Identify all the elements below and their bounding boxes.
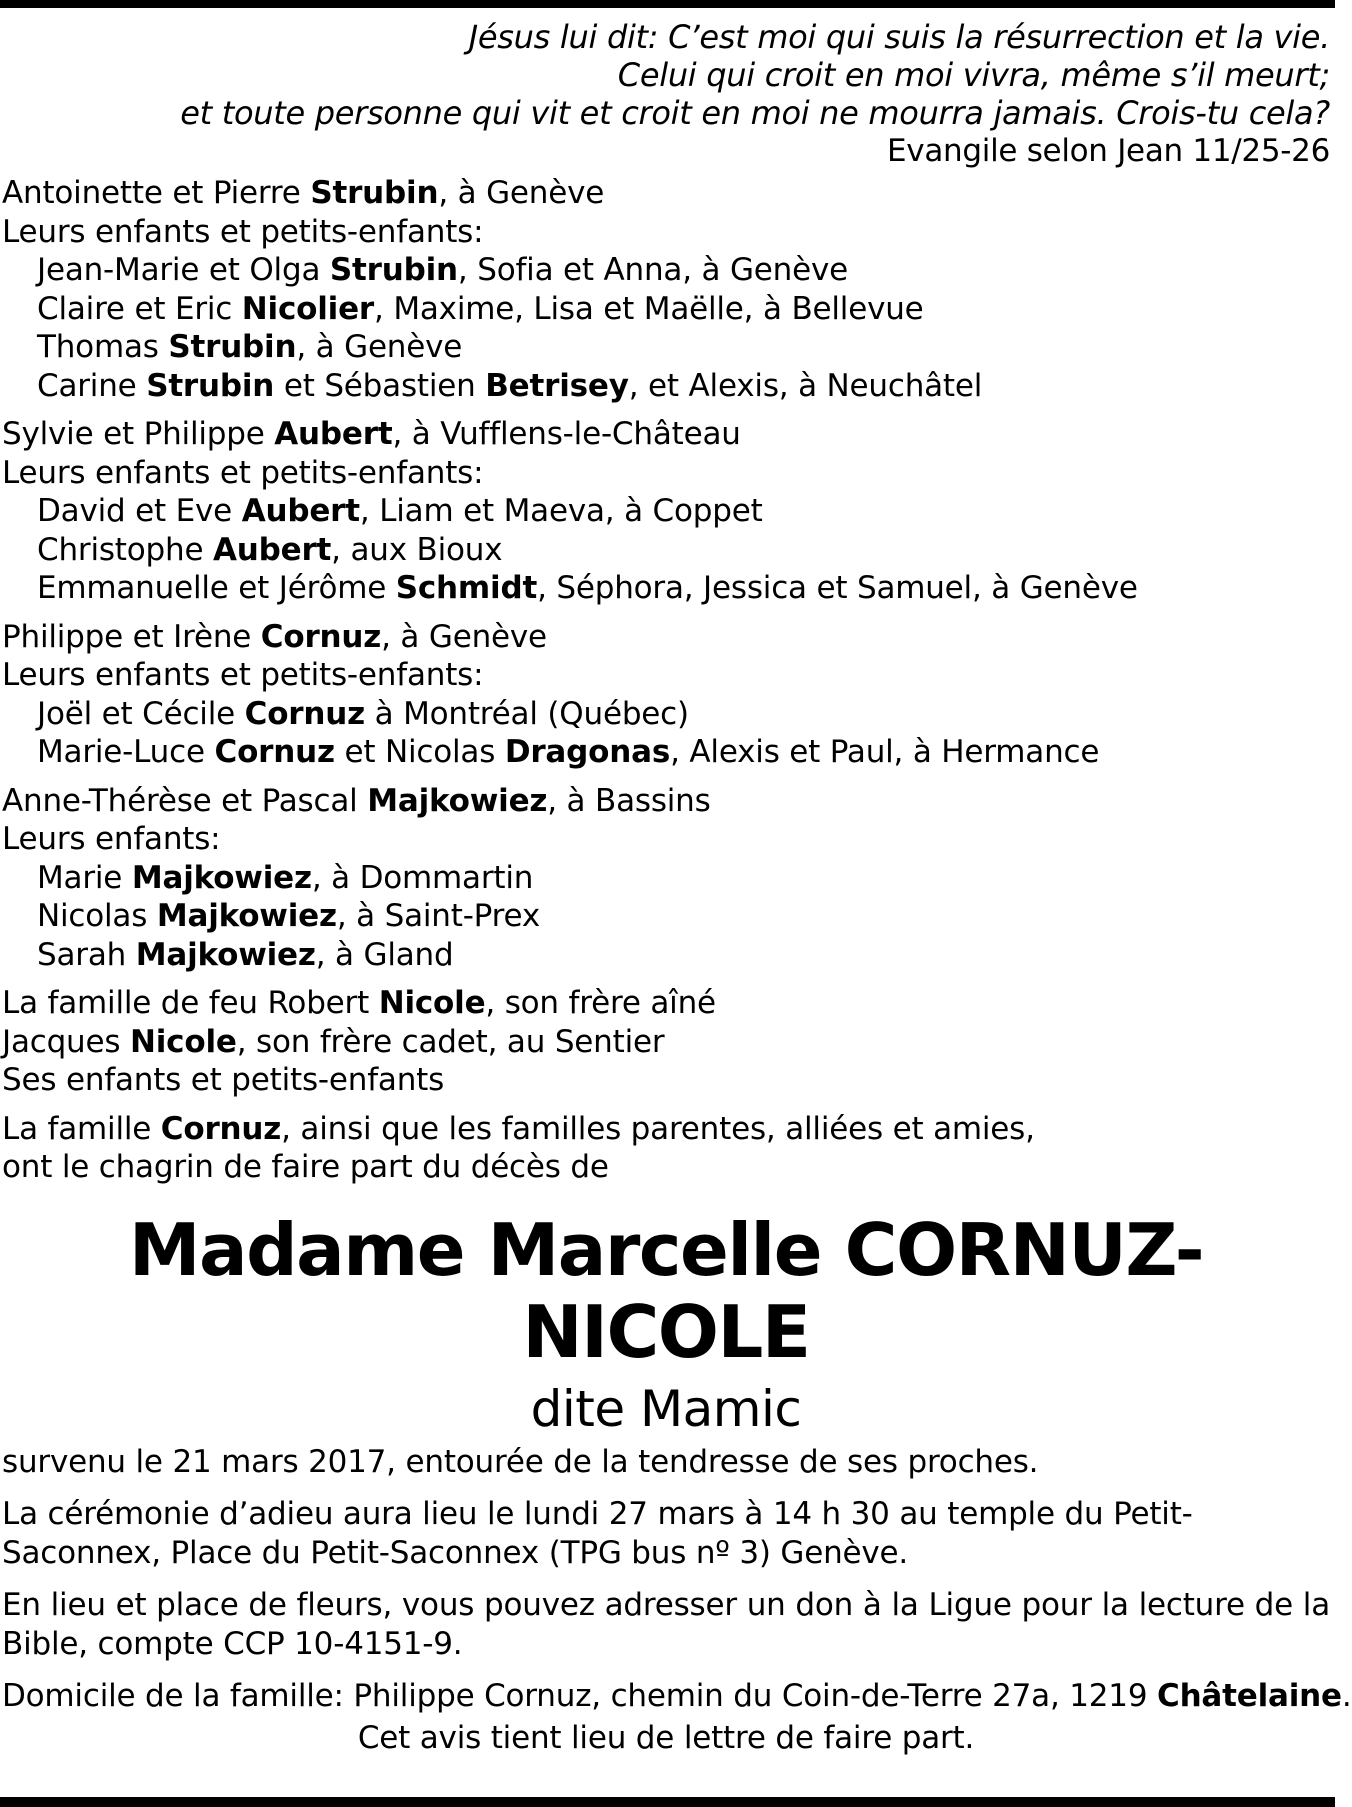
line-text: Joël et Cécile	[37, 695, 245, 732]
family-member-line	[2, 936, 1330, 975]
line-text: Antoinette et Pierre	[2, 175, 311, 211]
surname: Nicole	[378, 985, 486, 1021]
domicile-town: Châtelaine	[1157, 1678, 1342, 1714]
surname: Majkowiez	[135, 936, 316, 973]
family-group	[2, 174, 1330, 405]
family-group	[2, 415, 1330, 608]
surname: Dragonas	[504, 734, 671, 770]
surname: Aubert	[241, 493, 360, 529]
family-list	[2, 174, 1330, 1187]
deceased-name: Madame Marcelle CORNUZ-NICOLE	[128, 1207, 1204, 1374]
line-text: , Séphora, Jessica et Samuel, à Genève	[537, 570, 1138, 606]
obituary-notice	[2, 18, 1352, 1758]
family-line	[2, 454, 1330, 493]
family-group	[2, 1110, 1330, 1187]
line-text: , et Alexis, à Neuchâtel	[628, 367, 983, 404]
line-text: , ainsi que les familles parentes, alliées et amies,	[281, 1110, 1035, 1147]
surname: Majkowiez	[367, 782, 548, 819]
line-text: Anne-Thérèse et Pascal	[2, 782, 368, 819]
bible-quote	[2, 18, 1330, 132]
family-line	[2, 415, 1330, 454]
quote-line: Celui qui croit en moi vivra, même s’il meurt;	[617, 56, 1330, 94]
surname: Aubert	[274, 416, 393, 452]
line-text: , Alexis et Paul, à Hermance	[670, 734, 1100, 770]
family-line	[2, 1110, 1330, 1149]
line-text: Emmanuelle et Jérôme	[37, 570, 396, 606]
line-text: Leurs enfants et petits-enfants:	[2, 213, 484, 250]
surname: Cornuz	[160, 1110, 282, 1147]
line-text: , à Genève	[381, 618, 547, 655]
surname: Nicole	[130, 1023, 237, 1060]
family-member-line	[2, 492, 1330, 531]
family-member-line	[2, 897, 1330, 936]
domicile-end: .	[1341, 1678, 1352, 1714]
line-text: , à Gland	[315, 936, 454, 973]
surname: Cornuz	[260, 618, 382, 655]
line-text: , son frère cadet, au Sentier	[236, 1023, 665, 1060]
family-line	[2, 820, 1330, 859]
family-line	[2, 1061, 1330, 1100]
line-text: , à Vufflens-le-Château	[392, 416, 741, 452]
family-line	[2, 1023, 1330, 1062]
family-member-line	[2, 367, 1330, 406]
line-text: , à Saint-Prex	[336, 898, 540, 934]
line-text: , à Genève	[438, 175, 605, 211]
family-line	[2, 618, 1330, 657]
line-text: , à Bassins	[547, 782, 711, 819]
line-text: et Sébastien	[274, 367, 486, 404]
surname: Cornuz	[214, 734, 335, 770]
line-text: Jacques	[2, 1023, 130, 1060]
family-member-line	[2, 251, 1330, 290]
quote-line: et toute personne qui vit et croit en moi ne mourra jamais. Crois-tu cela?	[180, 94, 1330, 132]
family-group	[2, 618, 1330, 772]
line-text: Christophe	[37, 531, 213, 568]
line-text: , à Genève	[296, 329, 463, 365]
line-text: , aux Bioux	[331, 531, 503, 568]
line-text: Marie-Luce	[37, 734, 215, 770]
line-text: Philippe et Irène	[2, 618, 261, 655]
line-text: Carine	[37, 367, 147, 404]
family-member-line	[2, 290, 1330, 329]
surname: Betrisey	[485, 367, 629, 404]
line-text: Sarah	[37, 936, 136, 973]
line-text: Nicolas	[37, 898, 157, 934]
line-text: , Liam et Maeva, à Coppet	[359, 493, 763, 529]
family-group	[2, 782, 1330, 975]
family-line	[2, 1148, 1330, 1187]
surname: Aubert	[212, 531, 332, 568]
surname: Majkowiez	[131, 859, 312, 896]
line-text: Jean-Marie et Olga	[37, 252, 330, 288]
surname: Strubin	[168, 329, 297, 365]
deceased-nickname: dite Mamic	[530, 1379, 802, 1438]
donation-info: En lieu et place de fleurs, vous pouvez adresser un don à la Ligue pour la lecture de la Bible, compte CCP 10-4151-9.	[2, 1587, 1330, 1662]
bottom-rule	[0, 1797, 1335, 1807]
family-member-line	[2, 859, 1330, 898]
line-text: à Montréal (Québec)	[364, 695, 689, 732]
line-text: Leurs enfants et petits-enfants:	[2, 657, 484, 693]
surname: Schmidt	[395, 570, 538, 606]
surname: Strubin	[310, 175, 439, 211]
surname: Strubin	[146, 367, 275, 404]
family-member-line	[2, 695, 1330, 734]
family-line	[2, 984, 1330, 1023]
ceremony-info: La cérémonie d’adieu aura lieu le lundi 27 mars à 14 h 30 au temple du Petit-Saconnex, Place du Petit-Saconnex (TPG bus nº 3) Genève.	[2, 1496, 1193, 1571]
line-text: Thomas	[37, 329, 169, 365]
surname: Nicolier	[241, 290, 375, 327]
line-text: Sylvie et Philippe	[2, 416, 275, 452]
family-domicile	[2, 1677, 1352, 1716]
line-text: David et Eve	[37, 493, 242, 529]
line-text: , Sofia et Anna, à Genève	[457, 252, 849, 288]
family-line	[2, 656, 1330, 695]
family-member-line	[2, 328, 1330, 367]
family-line	[2, 213, 1330, 252]
line-text: Marie	[37, 859, 132, 896]
family-line	[2, 174, 1330, 213]
surname: Strubin	[329, 252, 458, 288]
line-text: La famille	[2, 1110, 161, 1147]
family-line	[2, 782, 1330, 821]
line-text: ont le chagrin de faire part du décès de	[2, 1149, 609, 1185]
line-text: Leurs enfants:	[2, 821, 221, 857]
surname: Majkowiez	[156, 898, 337, 934]
family-member-line	[2, 531, 1330, 570]
line-text: Claire et Eric	[37, 290, 242, 327]
line-text: et Nicolas	[334, 734, 505, 770]
line-text: , Maxime, Lisa et Maëlle, à Bellevue	[374, 290, 924, 327]
family-group	[2, 984, 1330, 1100]
line-text: , son frère aîné	[485, 985, 716, 1021]
top-rule	[0, 0, 1335, 8]
closing-note: Cet avis tient lieu de lettre de faire part.	[357, 1719, 975, 1756]
death-announcement: survenu le 21 mars 2017, entourée de la tendresse de ses proches.	[2, 1443, 1039, 1480]
family-member-line	[2, 733, 1330, 772]
line-text: , à Dommartin	[311, 859, 534, 896]
domicile-text: Domicile de la famille: Philippe Cornuz, chemin du Coin-de-Terre 27a, 1219	[2, 1678, 1158, 1714]
family-member-line	[2, 569, 1330, 608]
line-text: La famille de feu Robert	[2, 985, 379, 1021]
quote-reference: Evangile selon Jean 11/25-26	[887, 133, 1330, 169]
surname: Cornuz	[244, 695, 365, 732]
line-text: Leurs enfants et petits-enfants:	[2, 454, 484, 491]
quote-line: Jésus lui dit: C’est moi qui suis la résurrection et la vie.	[468, 18, 1330, 56]
line-text: Ses enfants et petits-enfants	[2, 1062, 445, 1098]
